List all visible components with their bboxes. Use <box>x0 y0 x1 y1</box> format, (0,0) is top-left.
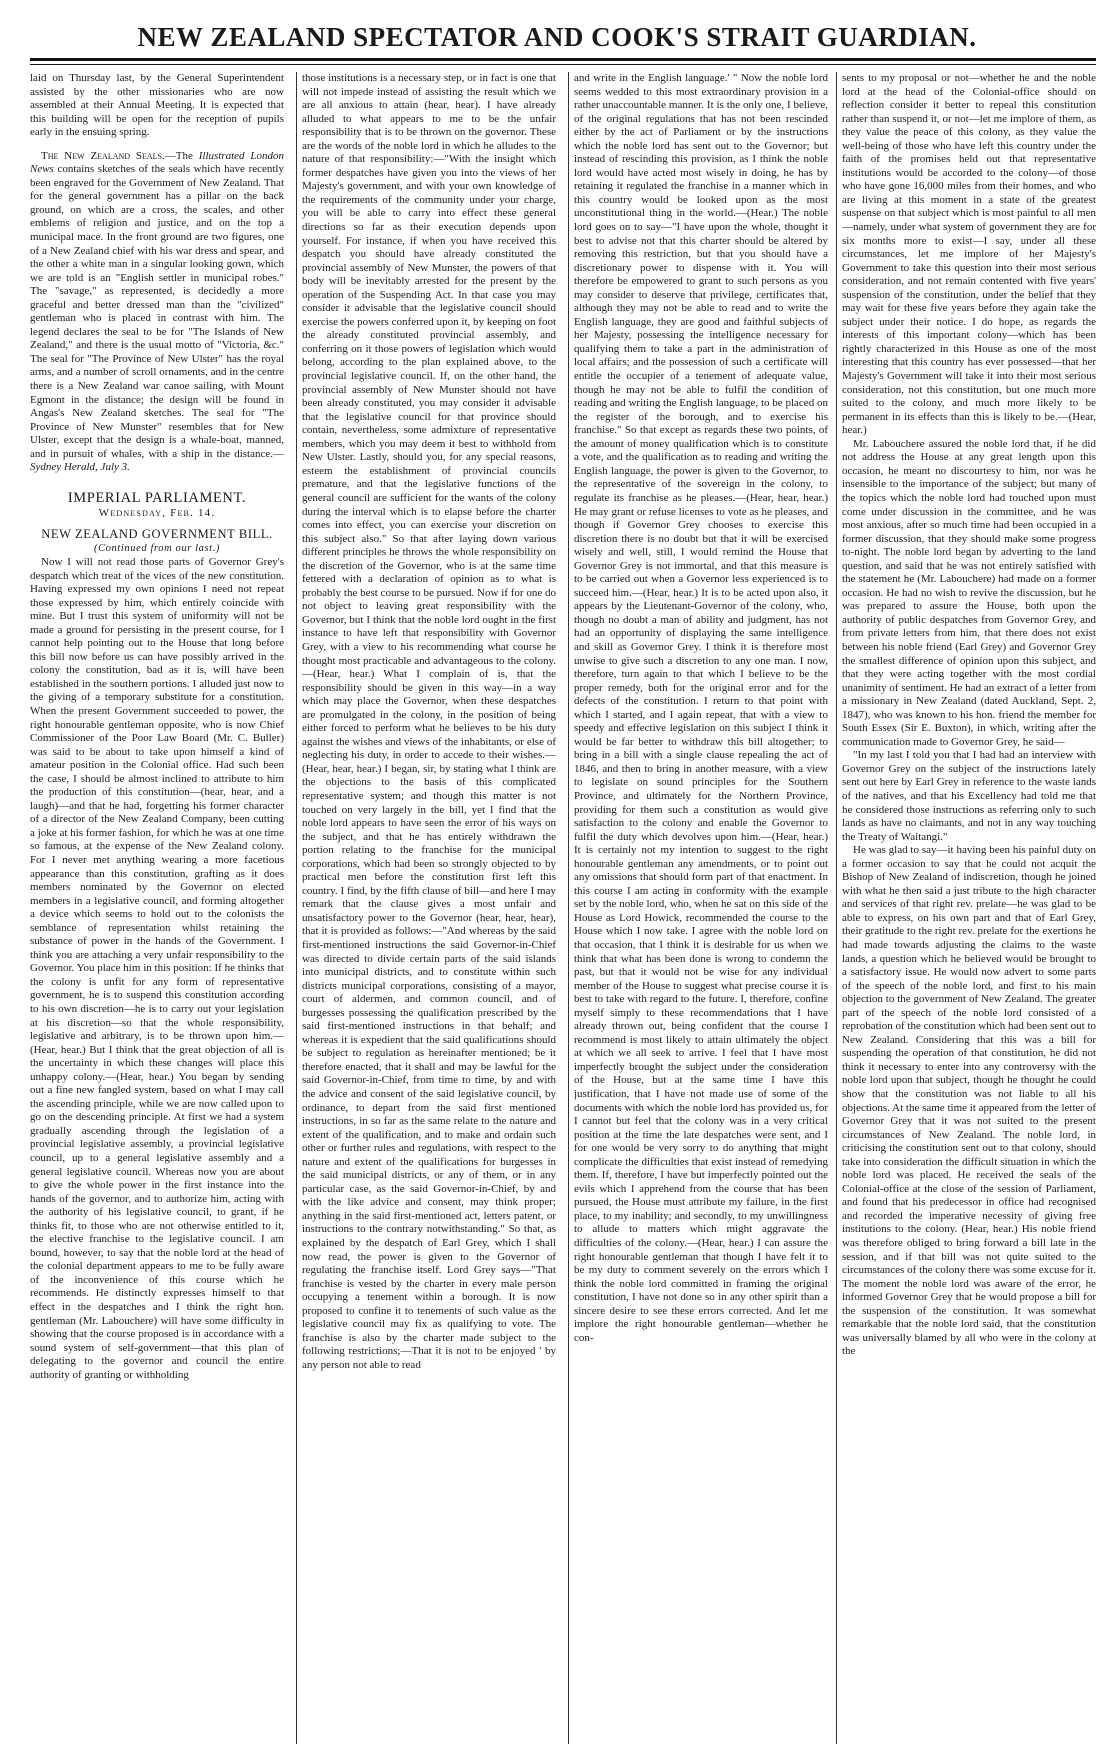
column-2-paragraph: those institutions is a necessary step, or in fact is one that will not impede instead of assisting the result which we are all anxious to attain (hear, hear). I have already alluded to what appears to me to be the unfair responsibility that is to be thrown on the governor. These are the words of the noble lord in which he alludes to the nature of that responsibility:—"With the insight which former despatches have given you into the views of her Majesty's government, and with your own knowledge of the requirements of the community under your charge, you will be able to carry into effect these general directions so far as their execution depends upon yourself. For instance, if when you have received this despatch you should have already constituted the provincial assembly of New Munster, the powers of that body will be inevitably arrested for the present by the operation of the Suspending Act. In that case you may consider it advisable that the legislative council should exercise the powers conferred upon it, by keeping on foot the already constituted provincial assembly, and conferring on it those powers of legislation which would belong, according to the plan explained above, to the provincial legislative council. If, on the other hand, the provincial assembly of New Munster should not have been already constituted, you may consider it advisable that the legislative council for that province should contain, nevertheless, some admixture of representative members, which you may deem it best to withhold from New Ulster. Lastly, should you, for any special reasons, esteem the establishment of provincial councils premature, and that the legislative functions of the general council are sufficient for the wants of the colony during the interval which is to elapse before the charter comes into effect, you can exercise your discretion on this subject also." So that after laying down various different principles he throws the whole responsibility on the discretion of the Governor, who is at the same time fettered with a declaration of opinion as to what is probably the best course to be pursued. Now if for one do not object to leaving great responsibility with the Governor, but I think that the noble lord ought in the first instance to have left that responsibility with Governor Grey, with a view to his recommending what course he thought most practicable and advantageous to the colony.—(Hear, hear.) What I complain of is, that the responsibility should be given in this way—in a way which may place the Governor, when these despatches are promulgated in the colony, in the position of being either forced to perform what he believes to be his duty against the wishes and views of the inhabitants, or else of neglecting his duty, in order to accede to their wishes.—(Hear, hear, hear.) I began, sir, by stating what I think are the objections to the basis of this complicated representative system; and though this matter is not touched on very largely in the bill, yet I find that the noble lord appears to have seen the error of his ways on the subject, and that he has entirely withdrawn the portion relating to the franchise for the municipal corporations, which had been so strongly objected to by practical men before the constitution first left this country. I find, by the fifth clause of bill—and here I may remark that the clause gives a most unfair and unsatisfactory power to the Governor (hear, hear, hear), that it is provided as follows:—"And whereas by the said first-mentioned instructions the said Governor-in-Chief was directed to divide certain parts of the said islands into municipal districts, and to constitute within such districts municipal corporations, consisting of a mayor, court of aldermen, and common council, and of burgesses possessing the qualification prescribed by the said first-mentioned instructions in that behalf; and whereas it is expedient that the said qualifications should be subject to regulation as hereinafter mentioned; be it therefore enacted, that it shall and may be lawful for the said Governor-in-Chief, from time to time, by and with the advice and consent of the said legislative council, by ordinance, to depart from the said first mentioned instructions, in so far as the same relate to the nature and extent of the qualification, and to make and ordain such other or further rules and regulations, with respect to the nature and extent of the qualifications for burgesses in the said municipal districts, or any of them, or in any particular case, as the said Governor-in-Chief, by and with the like advice and consent, may think proper; anything in the said first-mentioned act, letters patent, or instructions to the contrary notwithstanding." So that, as explained by the despatch of Earl Grey, which I shall now read, the power is given to the Governor of regulating the franchise itself. Lord Grey says—"That franchise is vested by the charter in every male person occupying a tenement within a borough. It is now proposed to confine it to tenements of such value as the legislative council may fix as qualifying to vote. The franchise is also by the charter made subject to the following restrictions;—That it is not to be enjoyed ' by any person not able to read <box>302 72 556 1371</box>
newspaper-title: NEW ZEALAND SPECTATOR AND COOK'S STRAIT GUARDIAN. <box>137 22 977 52</box>
column-2 <box>302 72 556 1744</box>
seals-article-lead: The New Zealand Seals. <box>41 149 165 162</box>
seals-article-body: contains sketches of the seals which have recently been engraved for the Government of New Zealand. That for the general government has a pillar on the back ground, on which are a cross, the scales, and other emblems of religion and justice, and on the top a municipal mace. In the front ground are two figures, one of a New Zealand chief with his war dress and spear, and the other a white man in a singular looking gown, which we are told is an "English settler in municipal robes." The "savage," as represented, is decidedly a more graceful and better dressed man than the "civilized" gentleman who is placed in contrast with him. The legend declares the seal to be for "The Islands of New Zealand," and there is the usual motto of "Victoria, &c." The seal for "The Province of New Ulster" has the royal arms, and a number of scroll ornaments, and in the centre there is a New Zealand war canoe sailing, with Mount Egmont in the distance; the design will be found in Angas's New Zealand sketches. The seal for "The Province of New Munster" resembles that for New Ulster, except that the design is a whale-boat, manned, and in pursuit of whales, with a ship in the distance.— <box>30 163 284 460</box>
section-date: Wednesday, Feb. 14. <box>98 506 216 519</box>
column-divider <box>836 72 837 1744</box>
column-4 <box>842 72 1096 1744</box>
column-divider <box>568 72 569 1744</box>
seals-article <box>30 150 284 475</box>
column-3 <box>574 72 828 1744</box>
column-4-paragraph: He was glad to say—it having been his painful duty on a former occasion to say that he could not acquit the Bishop of New Zealand of indiscretion, though he joined with what he then said a just tribute to the high character and services of that right rev. prelate—he was glad to be able to express, on his own part and that of Earl Grey, their gratitude to the right rev. prelate for the exertions he had made towards adjusting the claims to the waste lands, a question which he believed would be brought to a satisfactory issue. He would now advert to some parts of the speech of the noble lord, and first to his main objection to the government of New Zealand. The greater part of the speech of the noble lord consisted of a reprobation of the constitution which had been sent out to New Zealand. Considering that this was a bill for suspending the operation of that constitution, he did not think it necessary to enter into any controversy with the noble lord upon that subject, though he thought he could show that the constitution was not liable to all his objections. At the same time it appeared from the letter of Governor Grey that it was not suited to the present circumstances of New Zealand. The noble lord, in criticising the constitution sent out to that colony, should take into consideration the difficult situation in which the noble lord was placed. He received the seals of the Colonial-office at the close of the session of Parliament, and found that his predecessor in office had recognised and recorded the imperative necessity of giving free institutions to the colony. (Hear, hear.) His noble friend was therefore obliged to bring forward a bill late in the session, and if that bill was not quite suited to the circumstances of the colony there was some excuse for it. The moment the noble lord was aware of the error, he informed Governor Grey that he would propose a bill for the suspension of the constitution. It was somewhat remarkable that the noble lord said, that the constitution was universally blamed by all who were in the colony at the <box>842 844 1096 1358</box>
column-4-paragraph: Mr. Labouchere assured the noble lord that, if he did not address the House at any great length upon this occasion, he meant no discourtesy to him, nor was he insensible to the importance of the subject; but many of the topics which the noble lord had touched upon must come under discussion in the committee, and he was most anxious, after so much time had been occupied in a former discussion, that they should make some progress to-night. The noble lord began by adverting to the land question, and said that he was not entirely satisfied with the statement he (Mr. Labouchere) had made on a former occasion. He had no wish to revive the discussion, but he was prepared to assure the House, both upon the authority of public despatches from Governor Grey, and from private letters from him, that there does not exist between his noble friend (Earl Grey) and Governor Grey the smallest difference of opinion upon this subject, and that they were acting together with the most cordial unanimity of sentiment. He had an extract of a letter from a missionary in New Zealand (dated Auckland, Sept. 2, 1847), who was known to his hon. friend the member for South Essex (Sir E. Buxton), in which, writing after the communication made to Governor Grey, he said— <box>842 437 1096 748</box>
column-4-paragraph: sents to my proposal or not—whether he and the noble lord at the head of the Colonial-office should on reflection consider it better to repeal this constitution rather than suspend it, or not—let me implore of them, as they value the peace of this colony, as they value the well-being of those who have left this country under the faith of the promises held out that representative institutions would be accorded to the colony—of those who have gone 16,000 miles from their homes, and who are living at this moment in a state of the greatest suspense on that subject which is most painful to all men—namely, under what system of government they are for six months more to exist—I say, under all these circumstances, let me implore of her Majesty's Government to take this question into their most serious consideration, and not remain contented with five years' suspension of the constitution, under the belief that they may wait for these five years before they again take the subject under their notice. I do hope, as regards the interests of this important colony—which has been rightly characterized in this House as one of the most interesting that this country has ever possessed—that her Majesty's Government will take it into their most serious consideration, not this constitution, but one much more suited to the colony, and much more likely to be permanent in its effects than this is likely to be.—(Hear, hear.) <box>842 72 1096 437</box>
continued-note: (Continued from our last.) <box>93 543 221 555</box>
section-heading-parliament: IMPERIAL PARLIAMENT. <box>67 489 247 506</box>
quoted-letter: "In my last I told you that I had had an interview with Governor Grey on the subject of the instructions lately sent out here by Earl Grey in reference to the waste lands of the natives, and that his Excellency had told me that he considered those instructions as referring only to such lands as have no claimants, and not in any way touching the Treaty of Waitangi." <box>842 749 1096 843</box>
seals-article-dash: —The <box>164 149 199 162</box>
speech-paragraph: Now I will not read those parts of Governor Grey's despatch which treat of the vices of the new constitution. Having expressed my own opinions I need not repeat those expressed by him, which entirely coincide with mine. But I trust this system of uniformity will not be made a ground for persisting in the present course, for I cannot help pointing out to the House that long before this bill now before us can have possibly arrived in the colony the constitution, bad as it is, will have been established in the southern portions. I alluded just now to the giving of a temporary substitute for a constitution. When the present Government succeeded to power, the right honourable gentleman opposite, who is now Chief Commissioner of the Poor Law Board (Mr. C. Buller) was said to be about to take upon himself a kind of amateur position in the Colonial office. Had such been the case, I should be almost inclined to attribute to him the production of this constitution—(hear, hear, and a laugh)—and that he had, forgetting his former character of a director of the New Zealand Company, been cutting a joke at his former fashion, for which he was at one time so famous, at the expense of the New Zealand colony. For I never met anything wearing a more facetious appearance than this constitution, grafting as it does members nominated by the Governor on elected members in a legislative council, and forming altogether a device which seems to hold out to the colonists the semblance of representation whilst retaining the substance of power in the hands of the Government. I think you are attaching a very unfair responsibility to the Governor. You place him in this position: If he thinks that the colony is unfit for any form of representative government, he is to suspend this constitution according to his own discretion—he is to carry out your legislation at his discretion—so that the whole responsibility, legislative and arbitrary, is to be thrown upon him.—(Hear, hear.) But I think that the great objection of all is the uncertainty in which these changes will place this unhappy colony.—(Hear, hear.) You began by sending out a fine new fangled system, based on what I may call the ascending principle, while we are now called upon to go on the descending principle. At first we had a system gradually ascending through the legislation of a provincial legislative assembly, a provincial legislative council, up to a general legislative assembly and a general legislative council. Whereas now you are about to give the whole power in the first instance into the hands of the governor, and to authorize him, acting with the authority of his legislative council, to grant, if he thinks fit, to those who are not otherwise entitled to it, the elective franchise to the legislative council. I am bound, however, to say that the noble lord at the head of the colonial department appears to me to be fully aware of the inconvenience of this course which he recommends. He distinctly expresses himself to that effect in the despatches and I think the right hon. gentleman (Mr. Labouchere) will have some difficulty in showing that the course proposed is in accordance with a sound system of self-government—that this plan of delegating to the governor and council the entire authority of granting or withholding <box>30 555 284 1381</box>
masthead-rule-thin <box>30 64 1096 65</box>
seals-article-publication: Illustrated London News <box>30 149 284 176</box>
masthead <box>0 0 1114 62</box>
seals-article-source: Sydney Herald, July 3. <box>30 461 130 474</box>
column-3-paragraph: and write in the English language.' " Now the noble lord seems wedded to this most extraordinary provision in a rather unaccountable manner. It is the only one, I believe, of the original regulations that has not been rescinded either by the act of Parliament or by the instructions which the noble lord has sent out to the Governor; but instead of rescinding this provision, as I think the noble lord would have acted most wisely in doing, he has by retaining it regulated the franchise in a manner which in this country would be looked upon as the most unconstitutional thing in the world.—(Hear.) The noble lord goes on to say—"I have upon the whole, thought it best to advise not that this charter should be altered by removing this restriction, but that you should have a discretionary power to dispense with it. You will therefore be empowered to grant to such persons as you may consider to deserve that privilege, certificates that, although they may not be able to read and to write the English language, they are good and faithful subjects of her Majesty, possessing the intelligence necessary for qualifying them to take a part in the administration of local affairs; and the possession of such a certificate will entitle the occupier of a tenement of adequate value, though he may not be able to fulfil the condition of reading and writing the English language, to be placed on the register of the borough, and to exercise his franchise." So that except as regards these two points, of the amount of money qualification which is to constitute a vote, and the qualification as to reading and writing the English language, the power is given to the Governor, to the representative of the sovereign in the colony, to regulate its franchise as he pleases.—(Hear, hear, hear.) He may grant or refuse licenses to vote as he pleases, and though if Governor Grey chooses to exercise this discretion there is no doubt but that it will be exercised wisely and well, still, I would remind the House that Governor Grey is not immortal, and that this measure is to be carried out when a Governor less experienced is to succeed him.—(Hear, hear.) It is to be acted upon also, it appears by the Lieutenant-Governor of the colony, who, though no doubt a man of ability and judgment, has not had an opportunity of displaying the same intelligence and skill as Governor Grey. I think it is therefore most unwise to give such a discretion to any one man. I now, therefore, turn again to that which I believe to be the proper remedy, both for the original error and for the defects of the constitution. I return to that point with which I started, and I again repeat, that with a view to speedy and effective legislation on this subject I think it would be far better to withdraw this bill altogether; to bring in a bill with a single clause repealing the act of 1846, and then to bring in another measure, with a view to legislate on sound principles for the Southern Province, and ultimately for the Northern Province, providing for them such a constitution as would give satisfaction to the colony and enable the Governor to fulfil the duty which devolves upon him.—(Hear, hear.) It is certainly not my intention to suggest to the right honourable gentleman any amendments, or to point out any omissions that should form part of that enactment. In this course I am acting in conformity with the example set by the noble lord, who, when he sat on this side of the House as Lord Howick, recommended the course to the House which I now take. I agree with the noble lord on that occasion, that I think it is desirable for us when we think that what has been done is wrong to condemn the past, but that it would not be wise for any individual member of the House to suggest what precise course it is best to take with regard to the future. I, therefore, confine myself simply to these recommendations that I have already thrown out, being confident that the course I recommend is most likely to attain ultimately the object at which we all seek to arrive. I feel that I have most imperfectly brought the subject under the consideration of the House, but at the same time I have this justification, that I have not made use of some of the documents with which the noble lord has provided us, for I cannot but feel that the colony was in a very critical position at the time the late despatches were sent, and I for one would be very sorry to do anything that might complicate the difficulties that exist instead of remedying them. If, therefore, I have but imperfectly pointed out the evils which I apprehend from the course that has been pursued, the House must attribute my failure, in the first place, to my inability; and secondly, to my unwillingness to allude to matters which might aggravate the difficulties of the colony.—(Hear, hear.) I can assure the right honourable gentleman that though I have felt it to be my duty to comment severely on the errors which I think the noble lord committed in framing the original constitution, I have not done so in any other spirit than a sincere desire to see these errors corrected. And let me implore the right honourable gentleman—whether he con- <box>574 72 828 1344</box>
column-1-paragraph: laid on Thursday last, by the General Superintendent assisted by the other missionaries who are now assembled at their Annual Meeting. It is expected that this building will be open for the reception of pupils early in the ensuing spring. <box>30 72 284 139</box>
bill-heading: NEW ZEALAND GOVERNMENT BILL. <box>41 527 273 542</box>
article-columns <box>30 72 1096 1744</box>
masthead-rule-thick <box>30 58 1096 61</box>
column-divider <box>296 72 297 1744</box>
column-1 <box>30 72 284 1744</box>
